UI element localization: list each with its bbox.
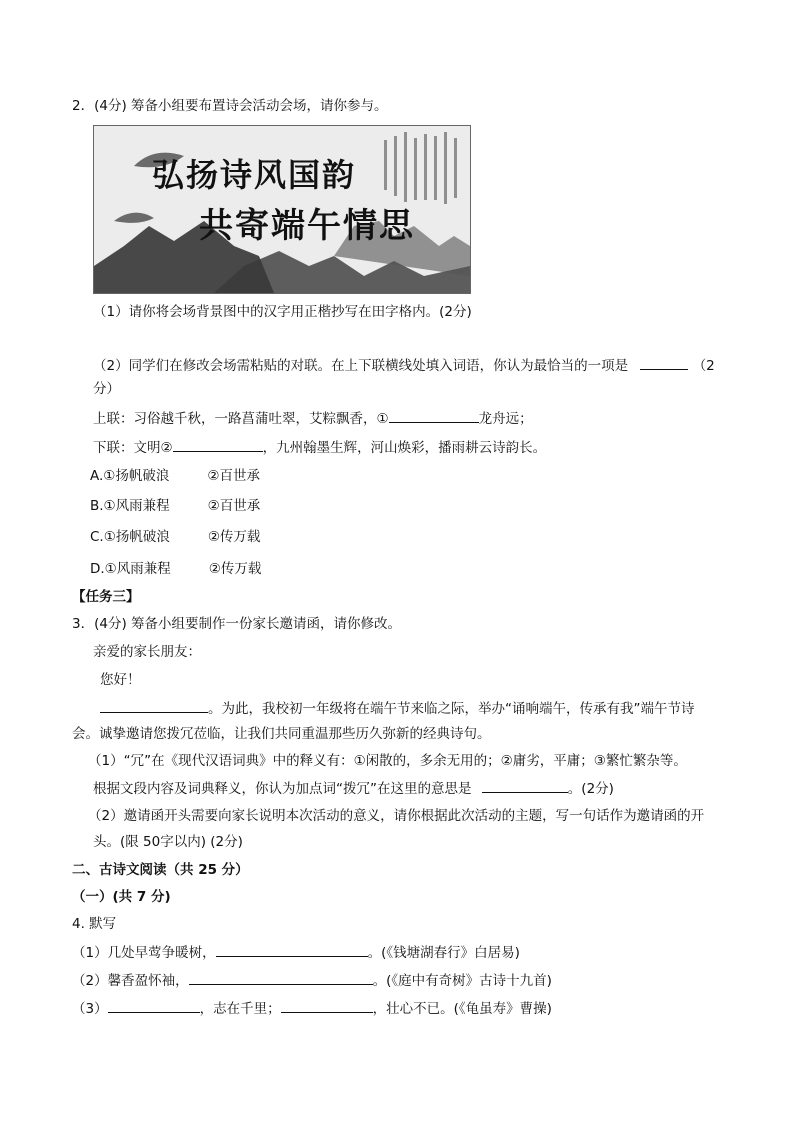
q2-sub1: （1）请你将会场背景图中的汉字用正楷抄写在田字格内。(2分) [93, 304, 472, 320]
q3-title: 3．(4分) 筹备小组要制作一份家长邀请函，请你修改。 [72, 616, 402, 632]
couplet-lower-text-b: ，九州翰墨生辉，河山焕彩，播雨耕云诗韵长。 [262, 440, 547, 456]
q2-answer-blank[interactable] [640, 355, 688, 370]
q3-sub1-blank[interactable] [482, 778, 568, 793]
q2-title: 2．(4分) 筹备小组要布置诗会活动会场，请你参与。 [72, 98, 388, 114]
q4-title: 4. 默写 [72, 916, 117, 932]
q3-sub1-text: 根据文段内容及词典释义，你认为加点词“拨冗”在这里的意思是 [93, 781, 472, 797]
option-b-second: ②百世承 [207, 498, 261, 514]
q2-sub2-line1 [93, 355, 715, 376]
q3-body-line2: 会。诚挚邀请您拨冗莅临，让我们共同重温那些历久弥新的经典诗句。 [72, 726, 491, 742]
option-a-second: ②百世承 [207, 468, 261, 484]
banner-image [93, 125, 471, 294]
option-d-first: D.①风雨兼程 [90, 561, 171, 577]
q4-l3-middle: ，志在千里； [199, 1001, 281, 1017]
q3-sub2-line1: （2）邀请函开头需要向家长说明本次活动的意义，请你根据此次活动的主题，写一句话作为邀请函的开 [88, 808, 705, 824]
q4-l3-prefix: （3） [72, 1001, 108, 1017]
q4-l3-blank1[interactable] [108, 998, 200, 1013]
q3-sub1-line2 [93, 778, 614, 799]
section2-title: 二、古诗文阅读（共 25 分） [72, 862, 249, 878]
option-c-first: C.①扬帆破浪 [90, 529, 170, 545]
q4-line1 [72, 942, 520, 963]
option-c[interactable] [90, 527, 260, 547]
q3-sub1-score: 。(2分) [567, 781, 614, 797]
option-a-first: A.①扬帆破浪 [90, 468, 170, 484]
couplet-lower-text-a: 下联：文明② [93, 440, 173, 456]
q4-line3 [72, 998, 552, 1019]
q4-l3-blank2[interactable] [281, 998, 373, 1013]
option-a[interactable] [90, 466, 260, 486]
q4-l1-text: （1）几处早莺争暖树， [72, 945, 216, 961]
q3-salutation: 亲爱的家长朋友： [93, 644, 201, 660]
option-c-second: ②传万载 [207, 529, 261, 545]
section2-part1: （一）(共 7 分) [72, 889, 171, 905]
q3-sub2-line2: 头。(限 50字以内) (2分) [93, 834, 243, 850]
q4-l2-blank[interactable] [189, 970, 373, 985]
couplet-upper-blank[interactable] [389, 408, 479, 423]
option-b[interactable] [90, 496, 260, 516]
couplet-lower [93, 437, 546, 458]
couplet-upper-text-a: 上联：习俗越千秋，一路菖蒲吐翠，艾粽飘香，① [93, 411, 389, 427]
q3-opening-blank[interactable] [100, 698, 208, 713]
couplet-lower-blank[interactable] [173, 437, 263, 452]
q4-l1-source: 。(《钱塘湖春行》白居易) [367, 945, 520, 961]
option-d-second: ②传万载 [208, 561, 262, 577]
q2-sub2-text: （2）同学们在修改会场需粘贴的对联。在上下联横线处填入词语，你认为最恰当的一项是 [93, 358, 629, 374]
couplet-upper-text-b: 龙舟远； [478, 411, 533, 427]
couplet-upper [93, 408, 533, 429]
option-b-first: B.①风雨兼程 [90, 498, 170, 514]
banner-text-line1: 弘扬诗风国韵 [152, 156, 357, 194]
task3-heading: 【任务三】 [72, 589, 140, 605]
q4-line2 [72, 970, 552, 991]
q4-l2-source: 。(《庭中有奇树》古诗十九首) [372, 973, 552, 989]
q3-greeting: 您好！ [100, 672, 141, 688]
q3-body1-text: 。为此，我校初一年级将在端午节来临之际，举办“诵响端午，传承有我”端午节诗 [208, 701, 695, 717]
q4-l1-blank[interactable] [216, 942, 368, 957]
q4-l2-text: （2）馨香盈怀袖， [72, 973, 189, 989]
q4-l3-source: ，壮心不已。(《龟虽寿》曹操) [372, 1001, 552, 1017]
q2-sub2-score: （2 [692, 358, 715, 374]
option-d[interactable] [90, 559, 261, 579]
q3-sub1-line1: （1）“冗”在《现代汉语词典》中的释义有：①闲散的，多余无用的；②庸劣，平庸；③繁忙繁杂等。 [88, 753, 687, 769]
banner-text-line2: 共寄端午情思 [199, 206, 415, 246]
q3-body-line1 [100, 698, 695, 719]
q2-sub2-line2: 分） [93, 381, 120, 397]
